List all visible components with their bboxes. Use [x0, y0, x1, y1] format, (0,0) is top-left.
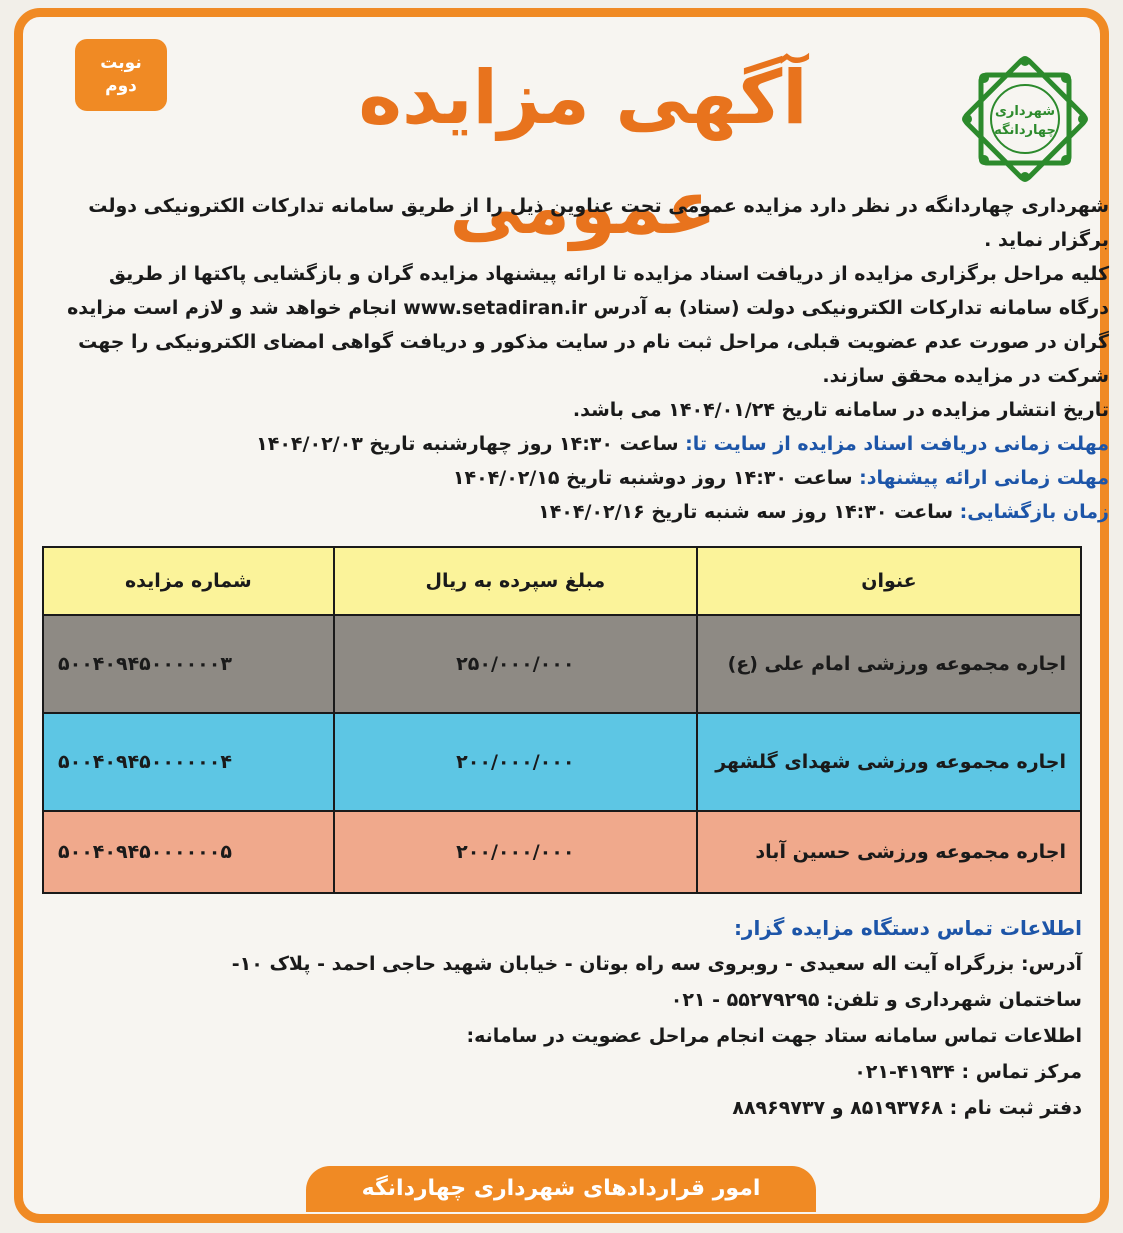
cell-deposit: ۲۰۰/۰۰۰/۰۰۰: [334, 713, 697, 811]
table-row: [43, 811, 1081, 893]
badge-line-2: دوم: [105, 76, 137, 96]
deadline-proposal-value: ساعت ۱۴:۳۰ روز دوشنبه تاریخ ۱۴۰۴/۰۲/۱۵: [452, 467, 853, 489]
cell-auction-number: ۵۰۰۴۰۹۴۵۰۰۰۰۰۰۵: [43, 811, 334, 893]
contact-title: اطلاعات تماس دستگاه مزایده گزار:: [733, 916, 1082, 940]
header-title: عنوان: [697, 547, 1081, 615]
publication-round-badge: [75, 39, 167, 111]
badge-line-1: نوبت: [100, 53, 142, 74]
header-deposit: مبلغ سپرده به ریال: [334, 547, 697, 615]
footer-banner: امور قراردادهای شهرداری چهاردانگه: [306, 1166, 816, 1212]
auction-table: [42, 546, 1082, 894]
deadline-documents-value: ساعت ۱۴:۳۰ روز چهارشنبه تاریخ ۱۴۰۴/۰۲/۰۳: [256, 433, 679, 455]
notice-body: [65, 189, 1109, 529]
setad-call-center: مرکز تماس : ۴۱۹۳۴-۰۲۱: [854, 1061, 1082, 1083]
logo-text-2: چهاردانگه: [994, 123, 1056, 138]
table-header-row: [43, 547, 1081, 615]
publication-date: تاریخ انتشار مزایده در سامانه تاریخ ۱۴۰۴/۰۱/۲۴ می باشد.: [572, 399, 1109, 421]
logo-text-1: شهرداری: [995, 104, 1055, 119]
deadline-opening: [65, 495, 1109, 529]
cell-title: اجاره مجموعه ورزشی شهدای گلشهر: [697, 713, 1081, 811]
cell-title: اجاره مجموعه ورزشی حسین آباد: [697, 811, 1081, 893]
intro-paragraph-2: کلیه مراحل برگزاری مزایده از دریافت اسناد مزایده تا ارائه پیشنهاد مزایده گران و بازگشایی پاکتها از طریق درگاه سامانه تدارکات الکترونیکی دولت (ستاد) به آدرس www.setadiran.ir انجام خواهد شد و لازم است مزایده گران در صورت عدم عضویت قبلی، مراحل ثبت نام در سایت مذکور و دریافت گواهی امضای الکترونیکی را جهت شرکت در مزایده محقق سازند.: [67, 263, 1109, 387]
table-row: [43, 615, 1081, 713]
cell-auction-number: ۵۰۰۴۰۹۴۵۰۰۰۰۰۰۴: [43, 713, 334, 811]
deadline-documents: [65, 427, 1109, 461]
contact-section: [42, 910, 1082, 1126]
setad-registration-office: دفتر ثبت نام : ۸۵۱۹۳۷۶۸ و ۸۸۹۶۹۷۳۷: [732, 1097, 1082, 1119]
cell-auction-number: ۵۰۰۴۰۹۴۵۰۰۰۰۰۰۳: [43, 615, 334, 713]
deadline-documents-label: مهلت زمانی دریافت اسناد مزایده از سایت تا:: [685, 433, 1109, 455]
header-auction-number: شماره مزایده: [43, 547, 334, 615]
notice-headline: آگهی مزایده عمومی: [358, 55, 808, 251]
deadline-opening-label: زمان بازگشایی:: [959, 501, 1109, 523]
table-row: [43, 713, 1081, 811]
deadline-proposal-label: مهلت زمانی ارائه پیشنهاد:: [859, 467, 1109, 489]
cell-deposit: ۲۵۰/۰۰۰/۰۰۰: [334, 615, 697, 713]
setad-contact-title: اطلاعات تماس سامانه ستاد جهت انجام مراحل عضویت در سامانه:: [466, 1025, 1082, 1047]
municipality-emblem-icon: [961, 55, 1089, 183]
deadline-proposal: [65, 461, 1109, 495]
contact-address: آدرس: بزرگراه آیت اله سعیدی - روبروی سه راه بوتان - خیابان شهید حاجی احمد - پلاک ۱۰-: [231, 953, 1082, 975]
cell-title: اجاره مجموعه ورزشی امام علی (ع): [697, 615, 1081, 713]
intro-paragraph-1: شهرداری چهاردانگه در نظر دارد مزایده عمومی تحت عناوین ذیل را از طریق سامانه تدارکات الکترونیکی دولت برگزار نماید .: [88, 195, 1109, 251]
deadline-opening-value: ساعت ۱۴:۳۰ روز سه شنبه تاریخ ۱۴۰۴/۰۲/۱۶: [538, 501, 954, 523]
cell-deposit: ۲۰۰/۰۰۰/۰۰۰: [334, 811, 697, 893]
contact-phone: ساختمان شهرداری و تلفن: ۵۵۲۷۹۲۹۵ - ۰۲۱: [670, 989, 1082, 1011]
